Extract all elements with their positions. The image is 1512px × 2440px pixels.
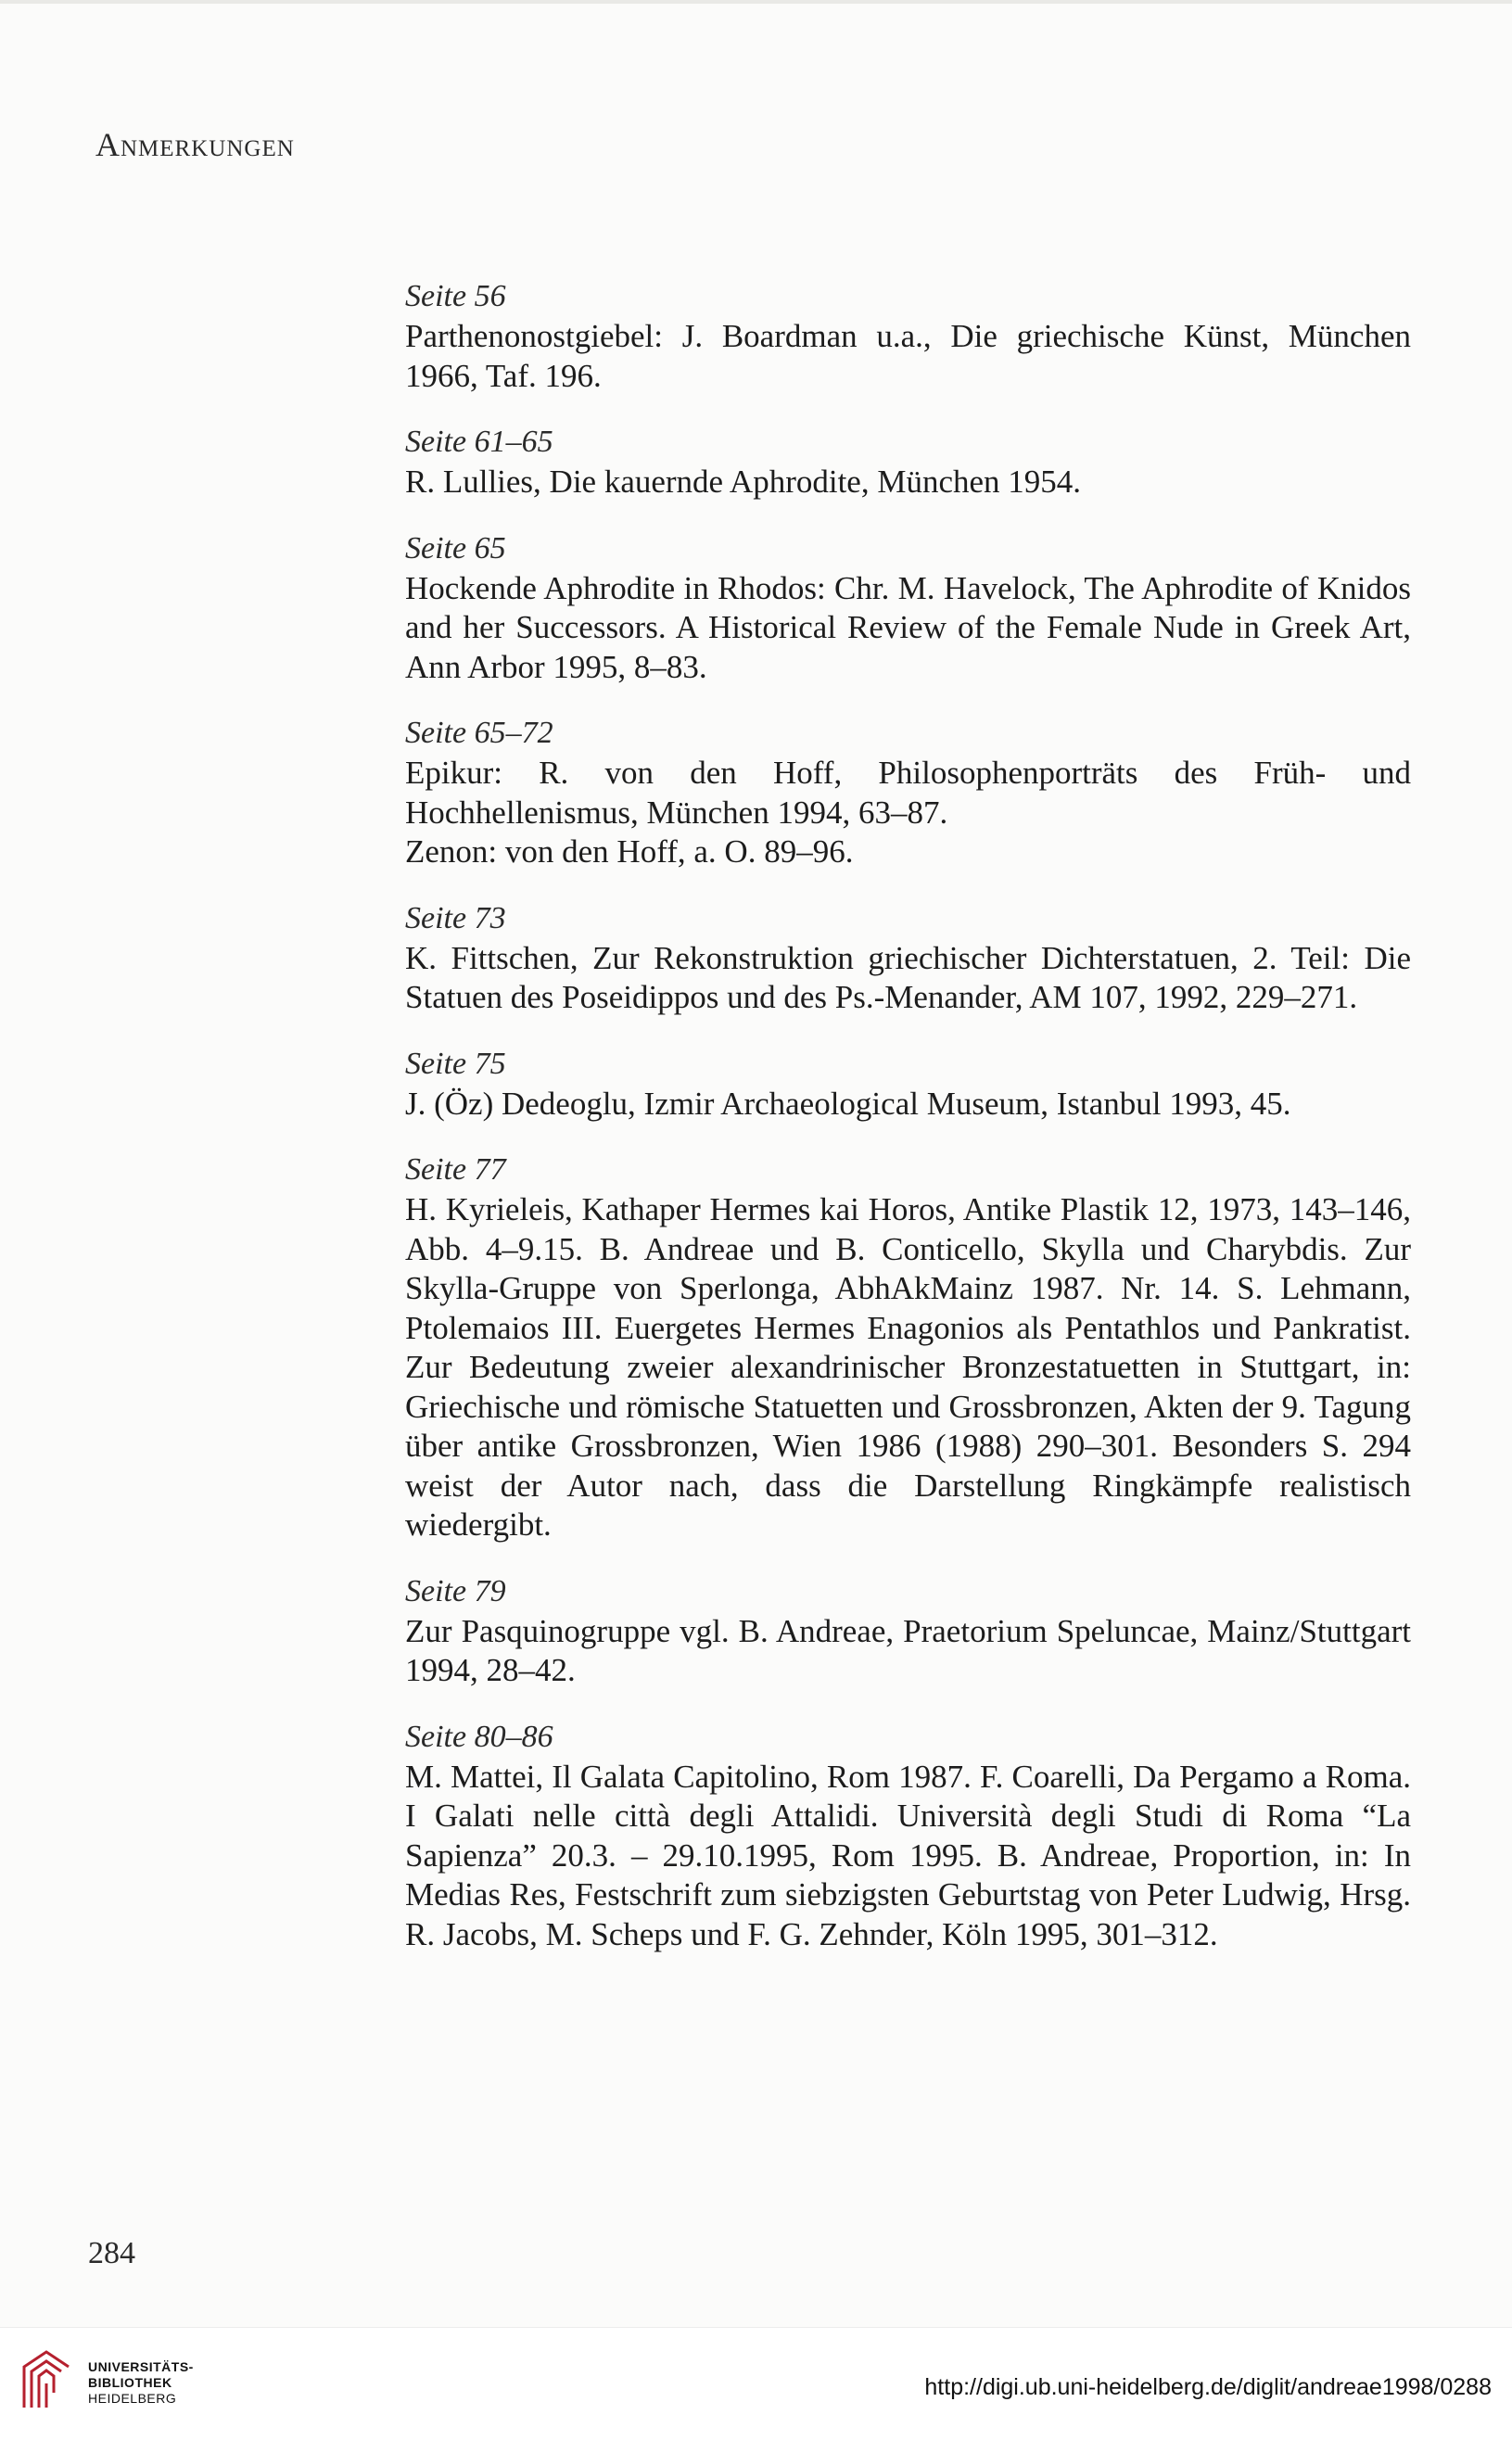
library-name-line3: HEIDELBERG	[88, 2391, 177, 2406]
note-text	[405, 1085, 1411, 1125]
note-seite-61-65	[405, 422, 1411, 502]
note-text	[405, 1612, 1411, 1691]
note-seite-77	[405, 1150, 1411, 1545]
note-paragraph: Zenon: von den Hoff, a. O. 89–96.	[405, 833, 854, 870]
library-name-line1: UNIVERSITÄTS-	[88, 2359, 194, 2374]
note-heading: Seite 80–86	[405, 1719, 553, 1754]
note-paragraph: Parthenonostgiebel: J. Boardman u.a., Die griechische Künst, München 1966, Taf. 196.	[405, 318, 1411, 394]
library-name	[88, 2359, 194, 2407]
logo-strokes	[24, 2352, 69, 2408]
note-paragraph: J. (Öz) Dedeoglu, Izmir Archaeological Museum, Istanbul 1993, 45.	[405, 1085, 1291, 1122]
note-seite-79	[405, 1571, 1411, 1691]
note-heading: Seite 65	[405, 530, 506, 566]
note-paragraph: R. Lullies, Die kauernde Aphrodite, München 1954.	[405, 464, 1082, 500]
note-heading: Seite 56	[405, 279, 506, 313]
note-text	[405, 569, 1411, 688]
library-logo-icon	[19, 2346, 76, 2411]
note-heading: Seite 77	[405, 1152, 506, 1187]
note-text	[405, 1758, 1411, 1955]
note-text	[405, 317, 1411, 396]
note-text	[405, 1190, 1411, 1545]
note-paragraph: H. Kyrieleis, Kathaper Hermes kai Horos, Antike Plastik 12, 1973, 143–146, Abb. 4–9.15. B. Andreae und B. Conticello, Skylla und Charybdis. Zur Skylla-Gruppe von Sperlonga, AbhAkMainz 1987. Nr. 14. S. Lehmann, Ptolemaios III. Euergetes Hermes Enagonios als Pentathlos und Pankratist. Zur Bedeutung zweier alexandrinischer Bronzestatuetten in Stuttgart, in: Griechische und römische Statuetten und Grossbronzen, Akten der 9. Tagung über antike Grossbronzen, Wien 1986 (1988) 290–301. Besonders S. 294 weist der Autor nach, dass die Darstellung Ringkämpfe realistisch wiedergibt.	[405, 1191, 1411, 1543]
note-text	[405, 463, 1411, 502]
note-paragraph: Epikur: R. von den Hoff, Philosophenporträts des Früh- und Hochhellenismus, München 1994, 63–87.	[405, 755, 1411, 831]
notes-list	[405, 276, 1411, 1980]
note-paragraph: K. Fittschen, Zur Rekonstruktion griechischer Dichterstatuen, 2. Teil: Die Statuen des Poseidippos und des Ps.-Menander, AM 107, 1992, 229–271.	[405, 939, 1411, 1015]
note-heading: Seite 65–72	[405, 716, 553, 750]
note-seite-75	[405, 1044, 1411, 1125]
note-paragraph: Hockende Aphrodite in Rhodos: Chr. M. Havelock, The Aphrodite of Knidos and her Successors. A Historical Review of the Female Nude in Greek Art, Ann Arbor 1995, 8–83.	[405, 569, 1411, 685]
note-text	[405, 754, 1411, 872]
note-paragraph: Zur Pasquinogruppe vgl. B. Andreae, Praetorium Speluncae, Mainz/Stuttgart 1994, 28–42.	[405, 1612, 1411, 1688]
running-head: Anmerkungen	[95, 126, 295, 163]
note-heading: Seite 75	[405, 1046, 506, 1081]
note-seite-65-72	[405, 713, 1411, 872]
note-text	[405, 939, 1411, 1018]
note-heading: Seite 73	[405, 900, 506, 935]
note-seite-73	[405, 898, 1411, 1018]
note-seite-80-86	[405, 1717, 1411, 1955]
library-logo-icon[interactable]	[19, 2346, 76, 2411]
note-heading: Seite 79	[405, 1573, 506, 1608]
source-url-link[interactable]: http://digi.ub.uni-heidelberg.de/diglit/andreae1998/0288	[924, 2374, 1492, 2400]
page-top-edge	[0, 0, 1512, 4]
note-heading: Seite 61–65	[405, 425, 553, 459]
note-seite-65	[405, 528, 1411, 688]
note-seite-56	[405, 276, 1411, 396]
note-paragraph: M. Mattei, Il Galata Capitolino, Rom 1987. F. Coarelli, Da Pergamo a Roma. I Galati nelle città degli Attalidi. Università degli Studi di Roma “La Sapienza” 20.3. – 29.10.1995, Rom 1995. B. Andreae, Proportion, in: In Medias Res, Festschrift zum siebzigsten Geburtstag von Peter Ludwig, Hrsg. R. Jacobs, M. Scheps und F. G. Zehnder, Köln 1995, 301–312.	[405, 1758, 1411, 1952]
page-number: 284	[88, 2236, 135, 2270]
digitization-footer	[0, 2327, 1512, 2440]
library-name-line2: BIBLIOTHEK	[88, 2375, 172, 2390]
